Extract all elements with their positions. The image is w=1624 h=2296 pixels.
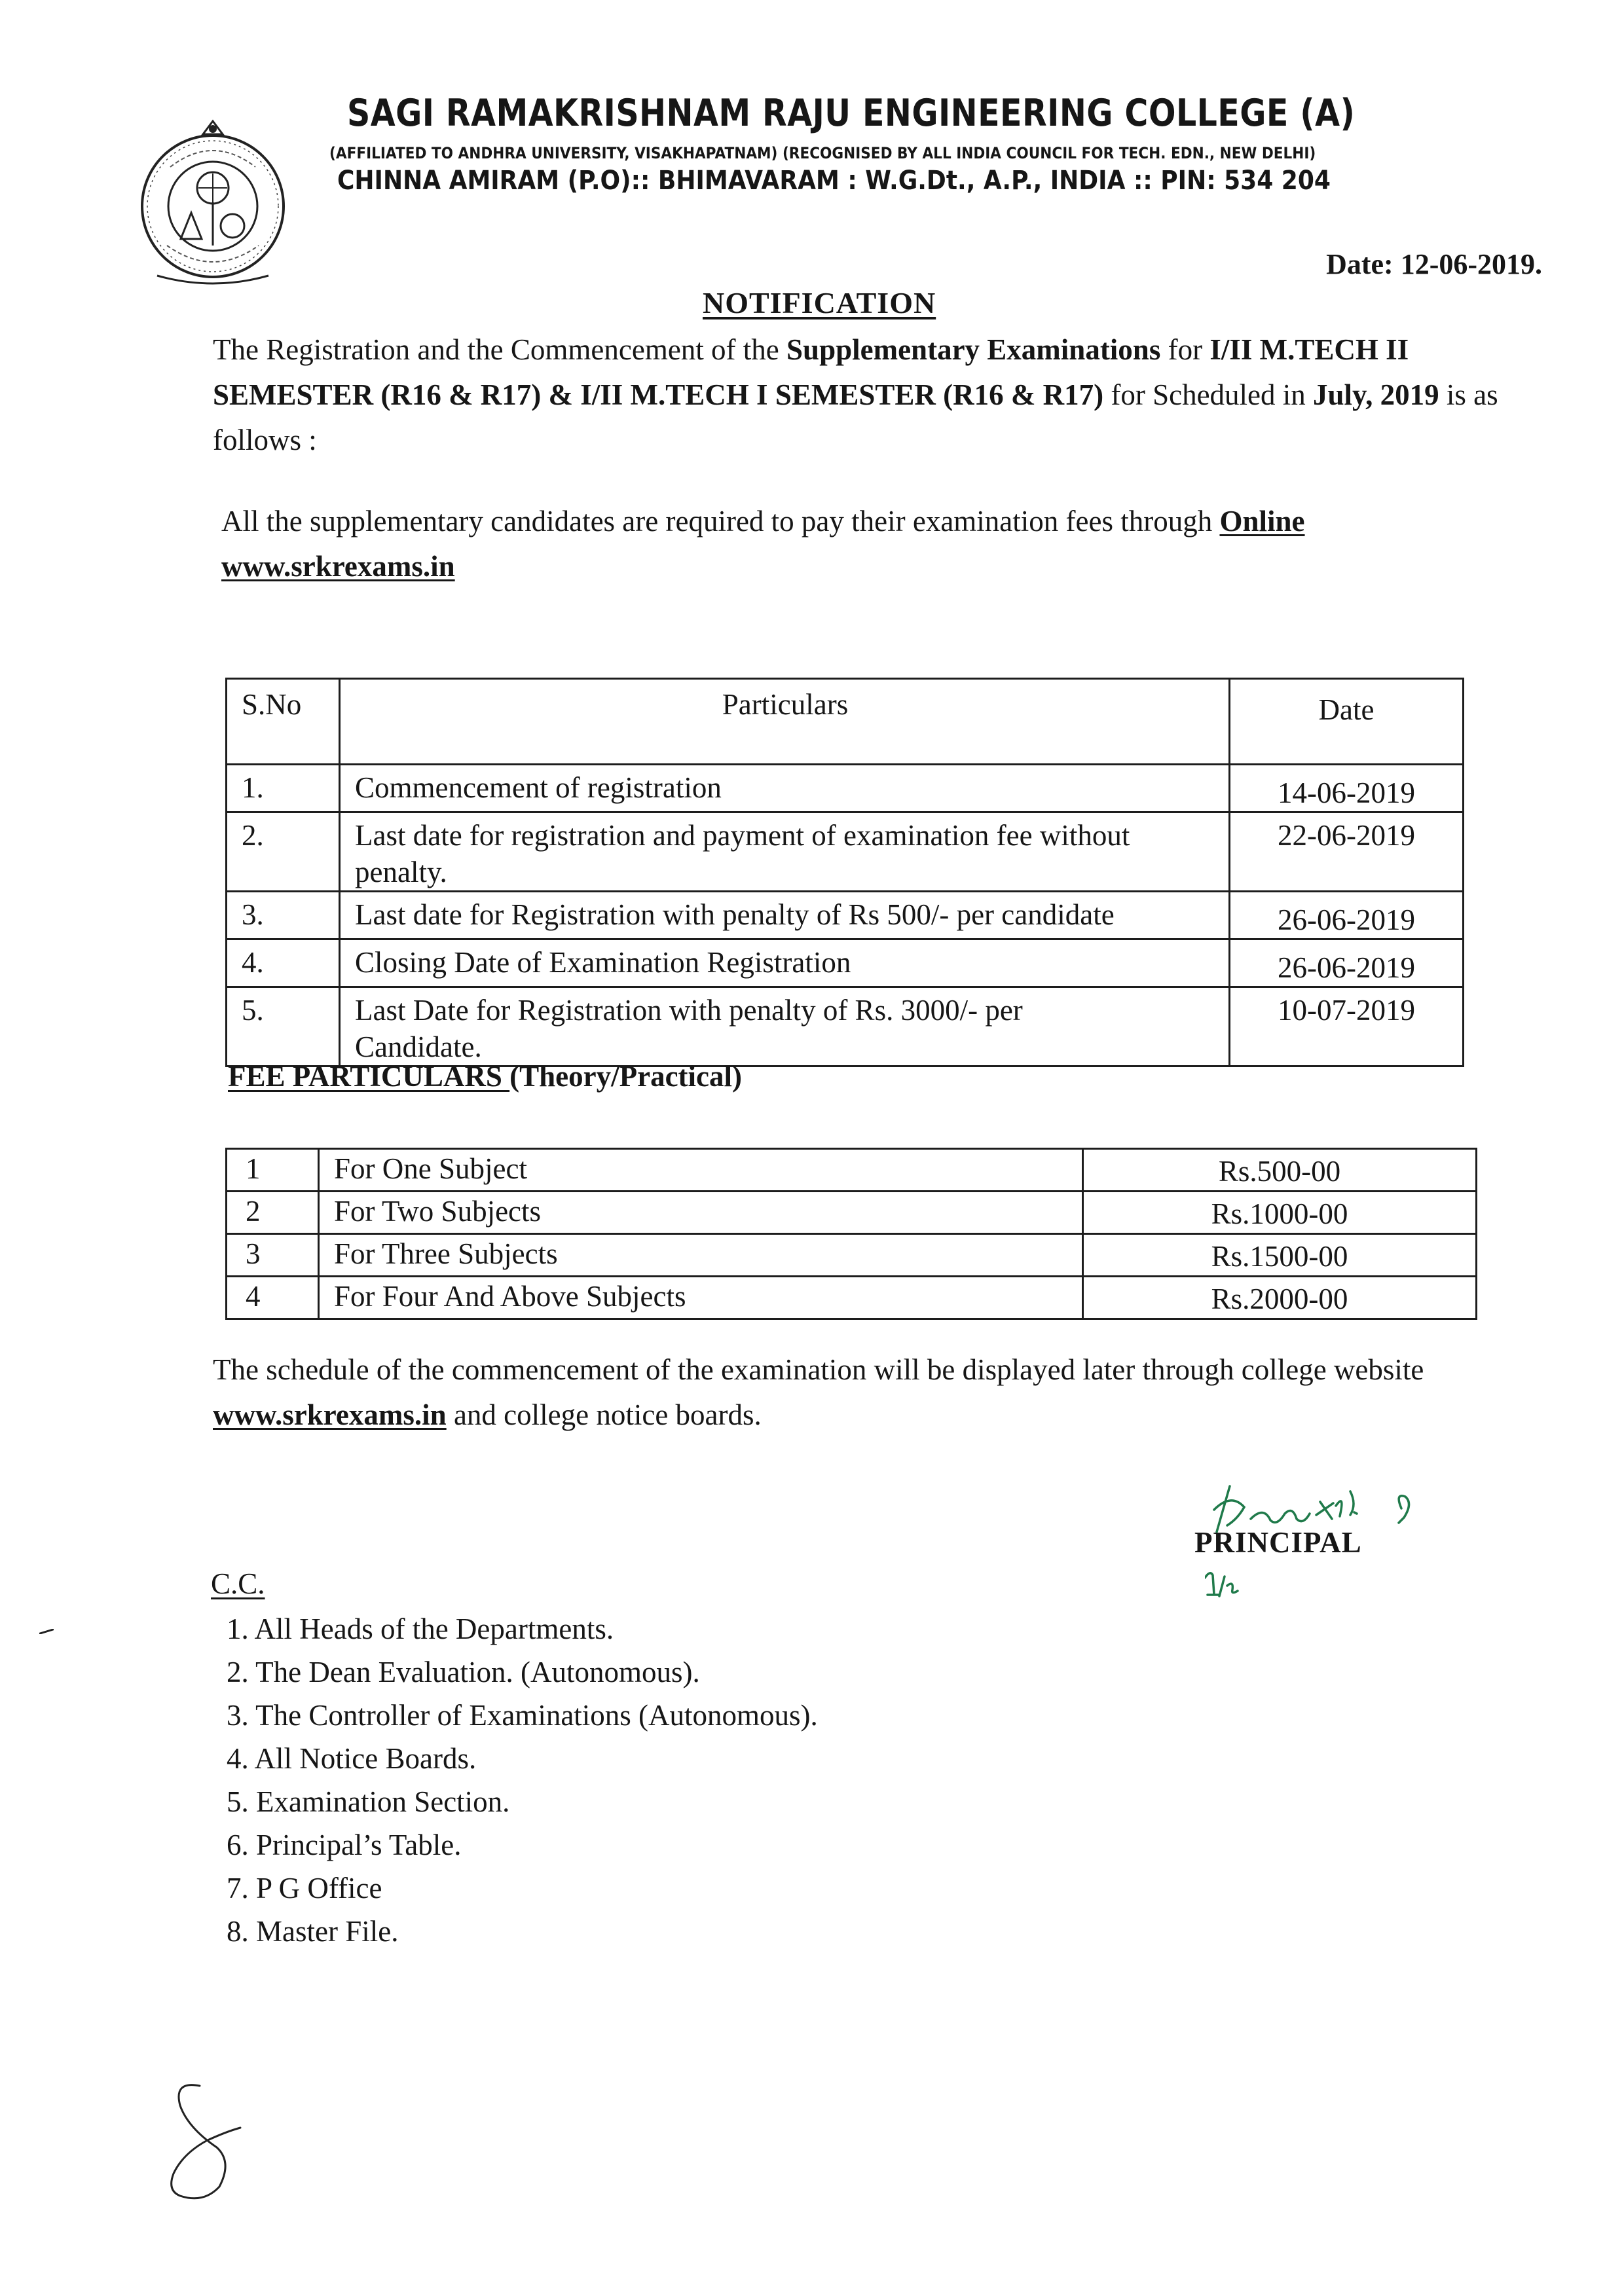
table-row	[227, 987, 1464, 1066]
fee-row-number: 3	[227, 1234, 319, 1277]
intro-paragraph	[213, 327, 1542, 463]
column-header-sno: S.No	[227, 679, 340, 765]
exam-type: Supplementary Examinations	[786, 333, 1161, 366]
row-date: 26-06-2019	[1230, 892, 1464, 939]
fee-heading-suffix: (Theory/Practical)	[509, 1060, 742, 1093]
college-address: CHINNA AMIRAM (P.O):: BHIMAVARAM : W.G.Dt., A.P., INDIA :: PIN: 534 204	[337, 166, 1331, 196]
fee-particulars-heading	[228, 1059, 742, 1093]
fee-row-label: For Two Subjects	[319, 1192, 1083, 1234]
intro-text-3: for Scheduled in	[1103, 378, 1314, 411]
principal-designation: PRINCIPAL	[1194, 1526, 1362, 1559]
table-row	[227, 1234, 1477, 1277]
list-item: 8. Master File.	[227, 1915, 399, 1948]
list-item: 4. All Notice Boards.	[227, 1742, 477, 1775]
fee-row-label: For Four And Above Subjects	[319, 1277, 1083, 1319]
column-header-date: Date	[1230, 679, 1464, 765]
exam-month: July, 2019	[1313, 378, 1439, 411]
college-name: SAGI RAMAKRISHNAM RAJU ENGINEERING COLLEGE (A)	[347, 92, 1356, 135]
fee-row-amount: Rs.1000-00	[1083, 1192, 1477, 1234]
intro-text-2: for	[1160, 333, 1210, 366]
table-row	[227, 1277, 1477, 1319]
table-row	[227, 765, 1464, 812]
schedule-note-text-end: and college notice boards.	[446, 1398, 762, 1431]
list-item: 7. P G Office	[227, 1872, 382, 1904]
notice-date: Date: 12-06-2019.	[1326, 248, 1542, 280]
notification-title: NOTIFICATION	[703, 286, 936, 319]
fee-row-number: 4	[227, 1277, 319, 1319]
fee-row-amount: Rs.1500-00	[1083, 1234, 1477, 1277]
list-item: 3. The Controller of Examinations (Autonomous).	[227, 1699, 818, 1732]
row-particulars: Last date for Registration with penalty of Rs 500/- per candidate	[340, 892, 1230, 939]
row-date: 26-06-2019	[1230, 939, 1464, 987]
row-particulars: Closing Date of Examination Registration	[340, 939, 1230, 987]
row-date: 14-06-2019	[1230, 765, 1464, 812]
table-header-row	[227, 679, 1464, 765]
table-row	[227, 939, 1464, 987]
handwritten-initial	[154, 2075, 246, 2206]
college-seal-icon	[131, 115, 295, 288]
cc-heading: C.C.	[211, 1567, 265, 1600]
row-sno: 3.	[227, 892, 340, 939]
table-row	[227, 1149, 1477, 1192]
list-item: 2. The Dean Evaluation. (Autonomous).	[227, 1656, 700, 1688]
schedule-note-text: The schedule of the commencement of the examination will be displayed later through college website	[213, 1353, 1424, 1386]
intro-text-1: The Registration and the Commencement of the	[213, 333, 787, 366]
college-affiliation: (AFFILIATED TO ANDHRA UNIVERSITY, VISAKHAPATNAM) (RECOGNISED BY ALL INDIA COUNCIL FOR TECH. EDN., NEW DELHI)	[329, 144, 1316, 162]
fee-row-number: 1	[227, 1149, 319, 1192]
list-item: 1. All Heads of the Departments.	[227, 1613, 614, 1645]
exam-website-link[interactable]: www.srkrexams.in	[221, 550, 455, 583]
exam-website-link[interactable]: www.srkrexams.in	[213, 1398, 447, 1431]
schedule-note	[213, 1347, 1542, 1438]
row-sno: 4.	[227, 939, 340, 987]
payment-text: All the supplementary candidates are required to pay their examination fees through	[221, 505, 1220, 538]
list-item: 5. Examination Section.	[227, 1785, 510, 1818]
row-date: 22-06-2019	[1230, 812, 1464, 892]
fee-heading-label: FEE PARTICULARS	[228, 1060, 510, 1093]
row-particulars: Last date for registration and payment of examination fee without penalty.	[340, 812, 1230, 892]
list-item: 6. Principal’s Table.	[227, 1829, 462, 1861]
column-header-particulars: Particulars	[340, 679, 1230, 765]
row-sno: 5.	[227, 987, 340, 1066]
row-date: 10-07-2019	[1230, 987, 1464, 1066]
online-label: Online	[1219, 505, 1305, 538]
registration-schedule-table	[225, 678, 1464, 1067]
table-row	[227, 892, 1464, 939]
table-row	[227, 812, 1464, 892]
table-row	[227, 1192, 1477, 1234]
pen-mark	[39, 1629, 54, 1634]
course-semesters: I/II M.TECH II SEMESTER (R16 & R17) & I/II M.TECH I SEMESTER (R16 & R17)	[213, 333, 1409, 411]
payment-paragraph	[221, 499, 1551, 589]
fee-row-number: 2	[227, 1192, 319, 1234]
fee-particulars-table	[225, 1148, 1477, 1320]
row-sno: 2.	[227, 812, 340, 892]
cc-list	[227, 1607, 818, 1953]
row-particulars: Commencement of registration	[340, 765, 1230, 812]
fee-row-amount: Rs.500-00	[1083, 1149, 1477, 1192]
fee-row-amount: Rs.2000-00	[1083, 1277, 1477, 1319]
row-sno: 1.	[227, 765, 340, 812]
fee-row-label: For One Subject	[319, 1149, 1083, 1192]
fee-row-label: For Three Subjects	[319, 1234, 1083, 1277]
row-particulars: Last Date for Registration with penalty of Rs. 3000/- per Candidate.	[340, 987, 1230, 1066]
intro-text-4: is as follows :	[213, 378, 1498, 456]
